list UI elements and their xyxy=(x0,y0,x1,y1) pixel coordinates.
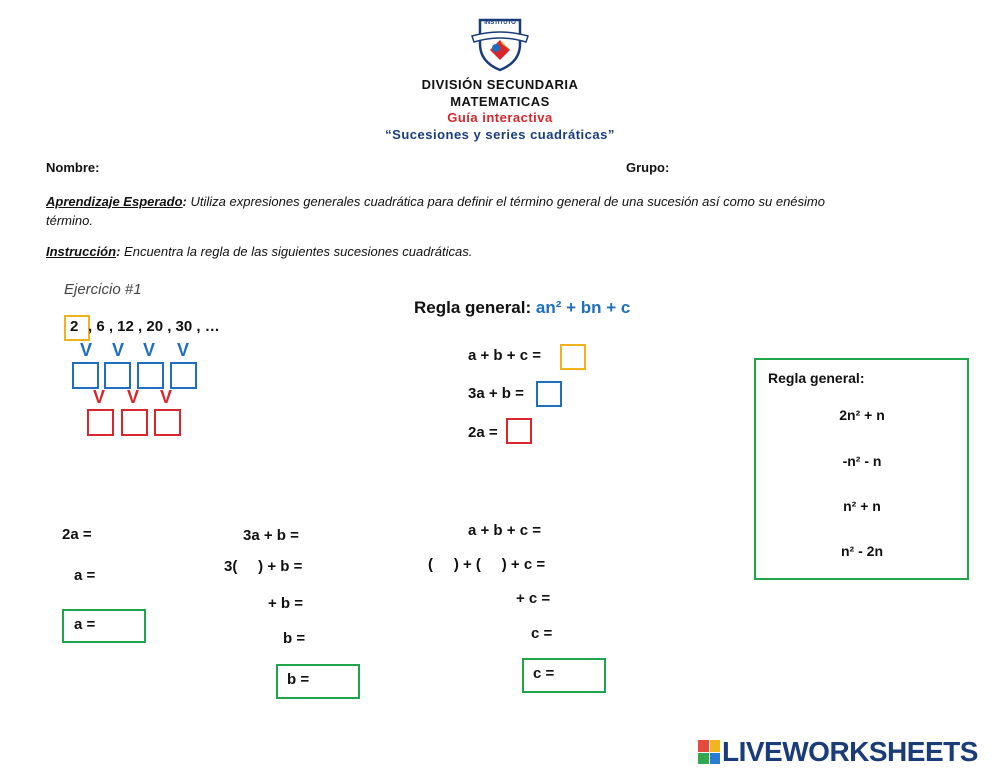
second-diff-arrow-3: V xyxy=(160,387,173,407)
first-diff-box-2[interactable] xyxy=(104,362,131,389)
solve-b-result-box[interactable] xyxy=(276,664,360,699)
rule-eq-3-box[interactable] xyxy=(506,418,532,444)
learning-text-2: término. xyxy=(46,213,93,228)
option-1[interactable]: 2n² + n xyxy=(839,407,885,423)
solve-a-line-1: 2a = xyxy=(62,526,92,543)
solve-b-line-1: 3a + b = xyxy=(243,527,299,544)
live-badge-icon xyxy=(698,740,720,764)
first-diff-box-3[interactable] xyxy=(137,362,164,389)
second-diff-arrow-1: V xyxy=(93,387,106,407)
learning-label: Aprendizaje Esperado xyxy=(46,194,183,209)
solve-c-line-4: c = xyxy=(531,625,553,642)
second-diff-box-3[interactable] xyxy=(154,409,181,436)
learning-text: Utiliza expresiones generales cuadrática para definir el término general de una sucesión así como su enésimo xyxy=(190,194,825,209)
general-rule-formula: an² + bn + c xyxy=(535,298,631,317)
rule-eq-2: 3a + b = xyxy=(468,385,524,402)
first-diff-box-1[interactable] xyxy=(72,362,99,389)
rule-eq-2-box[interactable] xyxy=(536,381,562,407)
subject-title: MATEMATICAS xyxy=(450,94,550,109)
group-label: Grupo: xyxy=(626,160,670,175)
exercise-title: Ejercicio #1 xyxy=(64,281,142,298)
option-3[interactable]: n² + n xyxy=(843,498,881,514)
solve-b-result: b = xyxy=(287,671,310,688)
diff-arrow-2: V xyxy=(112,340,125,360)
solve-b-line-2: 3( ) + b = xyxy=(224,558,303,575)
general-rule-label: Regla general: xyxy=(414,298,532,317)
diff-arrow-1: V xyxy=(80,340,93,360)
options-title: Regla general: xyxy=(768,370,865,386)
name-label: Nombre: xyxy=(46,160,100,175)
solve-b-line-3: + b = xyxy=(268,595,304,612)
rule-options-panel xyxy=(754,358,969,580)
solve-c-line-2: ( ) + ( ) + c = xyxy=(428,556,546,573)
diff-arrow-3: V xyxy=(143,340,156,360)
guide-title: Guía interactiva xyxy=(447,110,553,125)
learning-objective: Aprendizaje Esperado: Utiliza expresiones generales cuadrática para definir el término general de una sucesión así como su enésimo término. xyxy=(46,194,825,228)
second-diff-box-2[interactable] xyxy=(121,409,148,436)
rule-eq-1-box[interactable] xyxy=(560,344,586,370)
second-diff-box-1[interactable] xyxy=(87,409,114,436)
first-diff-box-4[interactable] xyxy=(170,362,197,389)
solve-c-result-box[interactable] xyxy=(522,658,606,693)
solve-a-result-box[interactable] xyxy=(62,609,146,643)
solve-c-line-3: + c = xyxy=(516,590,551,607)
rule-eq-1: a + b + c = xyxy=(468,347,541,364)
rule-eq-3: 2a = xyxy=(468,424,498,441)
solve-b-line-4: b = xyxy=(283,630,306,647)
option-2[interactable]: -n² - n xyxy=(842,453,882,469)
division-title: DIVISIÓN SECUNDARIA xyxy=(421,77,579,92)
topic-title: “Sucesiones y series cuadráticas” xyxy=(385,127,615,142)
solve-c-result: c = xyxy=(533,665,555,682)
instruction: Instrucción: Encuentra la regla de las siguientes sucesiones cuadráticas. xyxy=(46,244,473,259)
brand-name: LIVEWORKSHEETS xyxy=(722,736,978,767)
solve-a-line-2: a = xyxy=(74,567,96,584)
school-logo xyxy=(468,14,532,72)
sequence-terms: , 6 , 12 , 20 , 30 , … xyxy=(88,318,220,335)
diff-arrow-4: V xyxy=(177,340,190,360)
option-4[interactable]: n² - 2n xyxy=(841,543,883,559)
logo-text: INSTITUTO xyxy=(484,20,516,26)
instruction-label: Instrucción xyxy=(46,244,117,259)
solve-a-result: a = xyxy=(74,616,96,633)
instruction-text: Encuentra la regla de las siguientes sucesiones cuadráticas. xyxy=(124,244,473,259)
first-term: 2 xyxy=(70,318,79,335)
second-diff-arrow-2: V xyxy=(127,387,140,407)
general-rule xyxy=(414,298,630,318)
solve-c-line-1: a + b + c = xyxy=(468,522,541,539)
